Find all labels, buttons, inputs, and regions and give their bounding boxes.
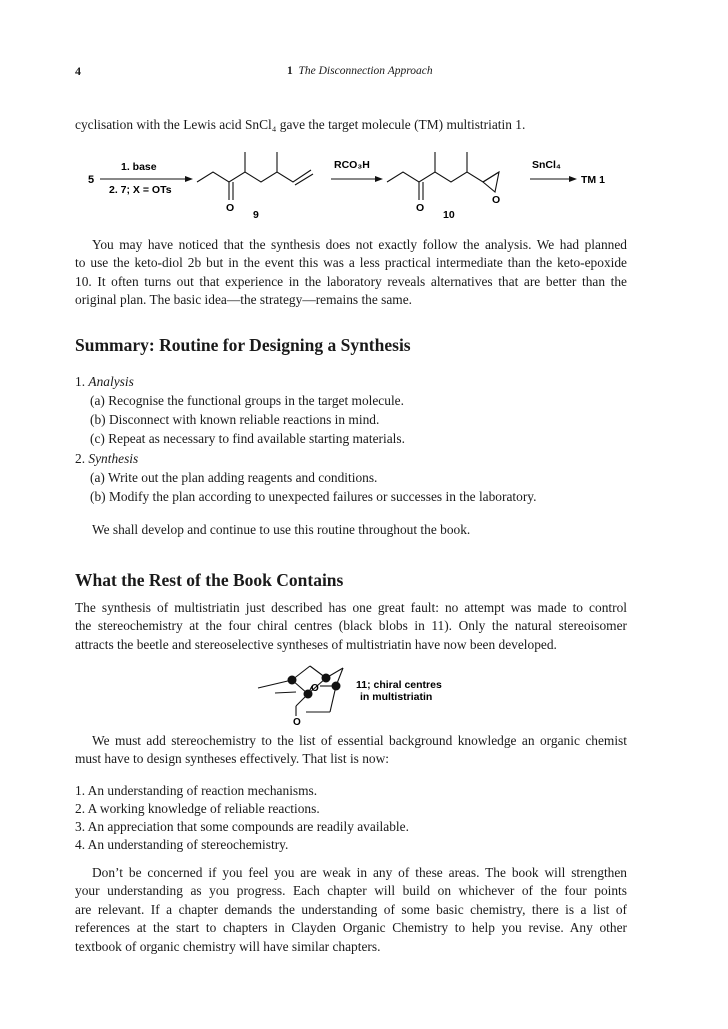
scheme-step1a: 1. base — [121, 161, 157, 173]
needs-item — [75, 836, 288, 854]
paragraph-1-line: You may have noticed that the synthesis does not exactly follow the analysis. We had planned — [92, 237, 627, 252]
arrow-2-head — [375, 176, 383, 182]
multistriatin-structure-11 — [250, 664, 480, 730]
summary-item-2b: (b) Modify the plan according to unexpected failures or successes in the laboratory. — [90, 489, 537, 504]
ring-o-lower: O — [293, 717, 301, 728]
reaction-scheme-9-10 — [75, 140, 645, 225]
epoxide-o-10: O — [492, 194, 501, 206]
needs-item-number: 1. — [75, 783, 86, 798]
chapter-title: The Disconnection Approach — [298, 65, 433, 77]
summary-item-2-number: 2. — [75, 451, 86, 466]
intro-line: cyclisation with the Lewis acid SnCl₄ gave the target molecule (TM) multistriatin 1. — [75, 117, 526, 132]
paragraph-3-line: must have to design syntheses effectively. That list is now: — [75, 751, 390, 767]
paragraph-1-line: to use the keto-diol 2b but in the event this was a less practical intermediate than the keto-epoxide — [75, 255, 627, 271]
paragraph-4-line: references at the start to chapters in Clayden Organic Chemistry to help you revise. Any other — [75, 920, 627, 936]
needs-item-text: An understanding of stereochemistry. — [87, 837, 289, 852]
compound-10-label: 10 — [443, 209, 455, 221]
summary-item-1-title: Analysis — [88, 374, 134, 389]
summary-item-2a: (a) Write out the plan adding reagents and conditions. — [90, 470, 378, 485]
carbonyl-o-10: O — [416, 202, 425, 214]
summary-item-2 — [75, 450, 138, 468]
needs-item-text: An understanding of reaction mechanisms. — [87, 783, 318, 798]
needs-item-number: 4. — [75, 837, 86, 852]
needs-item-text: An appreciation that some compounds are readily available. — [87, 819, 409, 834]
summary-item-1a: (a) Recognise the functional groups in the target molecule. — [90, 393, 404, 408]
chapter-number: 1 — [287, 65, 293, 77]
summary-item-2-title: Synthesis — [88, 451, 139, 466]
needs-item-number: 2. — [75, 801, 86, 816]
summary-item-1b: (b) Disconnect with known reliable reactions in mind. — [90, 412, 380, 427]
needs-item-number: 3. — [75, 819, 86, 834]
needs-item-text: A working knowledge of reliable reactions. — [87, 801, 320, 816]
scheme-reagent2: RCO₃H — [334, 159, 370, 171]
paragraph-2-line: attracts the beetle and stereoselective syntheses of multistriatin have now been developed. — [75, 636, 557, 652]
paragraph-3-line: We must add stereochemistry to the list of essential background knowledge an organic chemist — [92, 733, 627, 748]
arrow-3-head — [569, 176, 577, 182]
running-header — [287, 62, 433, 80]
chiral-centre-dot — [332, 682, 341, 691]
paragraph-4-line: textbook of organic chemistry will have similar chapters. — [75, 938, 381, 954]
molecule-10 — [387, 152, 499, 200]
summary-closing: We shall develop and continue to use this routine throughout the book. — [92, 522, 471, 537]
chiral-centre-dot — [322, 674, 331, 683]
page-number: 4 — [75, 64, 81, 78]
paragraph-4-line: are relevant. If a chapter demands the understanding of some basic chemistry, there is a list of — [75, 901, 627, 917]
paragraph-2 — [75, 599, 627, 654]
compound-9-label: 9 — [253, 209, 259, 221]
summary-item-1-number: 1. — [75, 374, 86, 389]
summary-item-1c: (c) Repeat as necessary to find available starting materials. — [90, 431, 405, 446]
scheme-start-label: 5 — [88, 174, 95, 186]
paragraph-1-line: original plan. The basic idea—the strategy—remains the same. — [75, 292, 413, 308]
needs-item — [75, 818, 409, 836]
paragraph-1-line: 10. It often turns out that experience in the laboratory reveals alternatives that are better than the — [75, 273, 627, 289]
summary-item-1 — [75, 373, 134, 391]
paragraph-4-line: your understanding as you progress. Each chapter will build on whichever of the four points — [75, 883, 627, 899]
structure-11-caption-1: 11; chiral centres — [356, 679, 442, 691]
paragraph-2-line: The synthesis of multistriatin just described has one great fault: no attempt was made to control — [75, 600, 627, 615]
carbonyl-o-9: O — [226, 202, 235, 214]
rest-of-book-heading: What the Rest of the Book Contains — [75, 570, 344, 590]
chiral-centre-dot — [288, 676, 297, 685]
arrow-1-head — [185, 176, 193, 182]
ring-o-upper: O — [311, 683, 319, 694]
summary-heading: Summary: Routine for Designing a Synthesis — [75, 335, 411, 355]
paragraph-3 — [75, 732, 627, 769]
scheme-product: TM 1 — [581, 174, 605, 186]
scheme-reagent3: SnCl₄ — [532, 159, 561, 171]
paragraph-2-line: the stereochemistry at the four chiral centres (black blobs in 11). Only the natural stereoisomer — [75, 618, 627, 634]
molecule-9 — [197, 152, 313, 200]
paragraph-1 — [75, 236, 627, 310]
structure-11-caption-2: in multistriatin — [360, 691, 433, 703]
needs-item — [75, 782, 317, 800]
paragraph-4-line: Don’t be concerned if you feel you are weak in any of these areas. The book will strengthen — [92, 865, 627, 880]
paragraph-4 — [75, 864, 627, 956]
needs-item — [75, 800, 320, 818]
scheme-step1b: 2. 7; X = OTs — [109, 184, 172, 196]
